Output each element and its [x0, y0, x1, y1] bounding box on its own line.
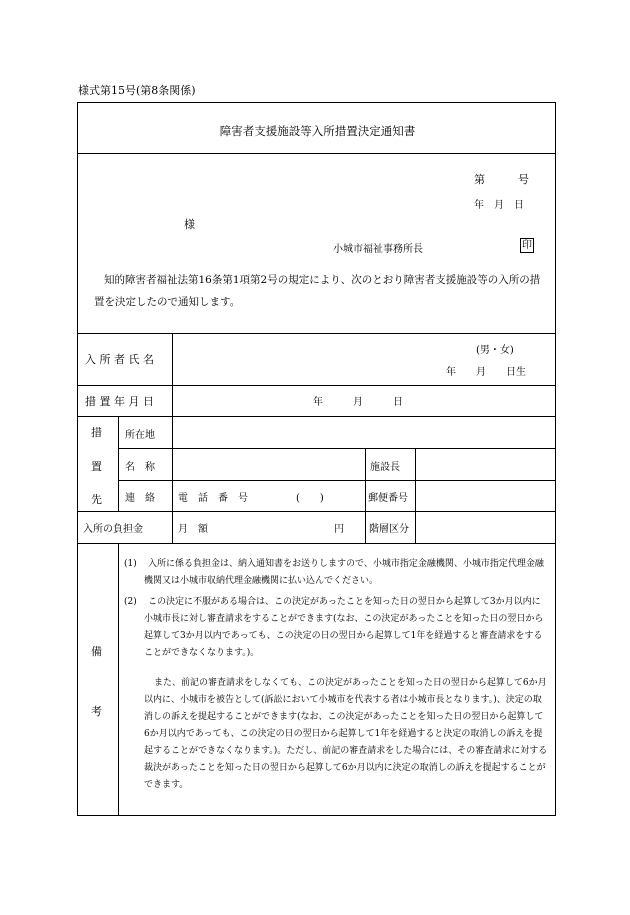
director-label: 施設長: [370, 462, 400, 473]
facility-label-char-3: 先: [91, 493, 102, 506]
remark-note-1-text: 入所に係る負担金は、納入通知書をお送りしますので、小城市指定金融機関、小城市指定代理金融機関又は小城市収納代理金融機関に払い込んでください。: [144, 559, 544, 586]
remark-note-2-number: (2): [124, 597, 137, 607]
remark-note-3: [124, 675, 549, 794]
divider-location: [118, 448, 555, 449]
remarks-label-char-1: 備: [91, 645, 102, 658]
notification-form: [77, 102, 556, 816]
facility-subcolumn-line: [118, 416, 119, 511]
divider-burden: [78, 543, 555, 544]
income-tier-label: 階層区分: [369, 524, 409, 535]
remarks-label-char-2: 考: [91, 705, 102, 718]
birth-date-field: 年 月 日生: [446, 367, 526, 378]
remark-note-3-text: また、前記の審査請求をしなくても、この決定があったことを知った日の翌日から起算して6か月以内に、小城市を被告として(訴訟において小城市を代表する者は小城市長となります。)、決定の取消しの訴えを提起することができます(なお、この決定があったことを知った日の翌日から起算して6か月以内であっても、この決定の日の翌日から起算して1年を経過すると決定の取消しの訴えを提起することができなくなります。)。ただし、前記の審査請求をした場合には、その審査請求に対する裁決があったことを知った日の翌日から起算して6か月以内に決定の取消しの訴えを提起することができます。: [144, 678, 548, 790]
divider-title: [78, 153, 555, 154]
facility-label-char-2: 置: [91, 460, 102, 473]
contact-label: 連 絡: [125, 493, 155, 504]
monthly-amount-label: 月 額: [178, 524, 208, 535]
postal-code-label: 郵便番号: [368, 493, 408, 504]
gender-field: (男・女): [476, 345, 514, 356]
number-label: 第 号: [474, 173, 529, 186]
divider-facility-name: [118, 480, 555, 481]
resident-name-label: 入 所 者 氏 名: [85, 353, 154, 366]
decision-date-label: 措 置 年 月 日: [85, 395, 154, 408]
form-number: 様式第15号(第8条関係): [78, 84, 196, 97]
remark-note-2-text: この決定に不服がある場合は、この決定があったことを知った日の翌日から起算して3か月以内に小城市長に対し審査請求をすることができます(なお、この決定があったことを知った日の翌日から起算して3か月以内であっても、この決定の日の翌日から起算して1年を経過すると審査請求をすることができなくなります。)。: [144, 597, 544, 658]
divider-facility: [78, 511, 555, 512]
date-label: 年 月 日: [474, 200, 524, 211]
remark-note-1-number: (1): [124, 559, 137, 569]
decision-date-value: 年 月 日: [313, 397, 403, 408]
facility-label-char-1: 措: [91, 426, 102, 439]
divider-header: [78, 333, 555, 334]
addressee-suffix: 様: [184, 218, 195, 231]
facility-name-label: 名 称: [125, 462, 155, 473]
right-label-line-right: [415, 448, 416, 543]
divider-name: [78, 385, 555, 386]
phone-label: 電 話 番 号: [178, 493, 248, 504]
remarks-column-line: [118, 543, 119, 815]
divider-date: [78, 416, 555, 417]
remark-note-2: [124, 594, 549, 662]
yen-unit: 円: [334, 524, 344, 535]
issuer-name: 小城市福祉事務所長: [333, 244, 423, 255]
phone-area-code: ( ): [296, 493, 324, 504]
label-column-line: [172, 333, 173, 543]
seal-mark: 印: [522, 240, 532, 251]
right-label-line-left: [365, 448, 366, 543]
location-label: 所在地: [125, 430, 155, 441]
form-title: 障害者支援施設等入所措置決定通知書: [219, 124, 416, 138]
remark-note-1: [124, 556, 549, 590]
burden-label: 入所の負担金: [83, 524, 143, 535]
body-text: 知的障害者福祉法第16条第1項第2号の規定により、次のとおり障害者支援施設等の入所の措置を決定したので通知します。: [94, 274, 541, 308]
